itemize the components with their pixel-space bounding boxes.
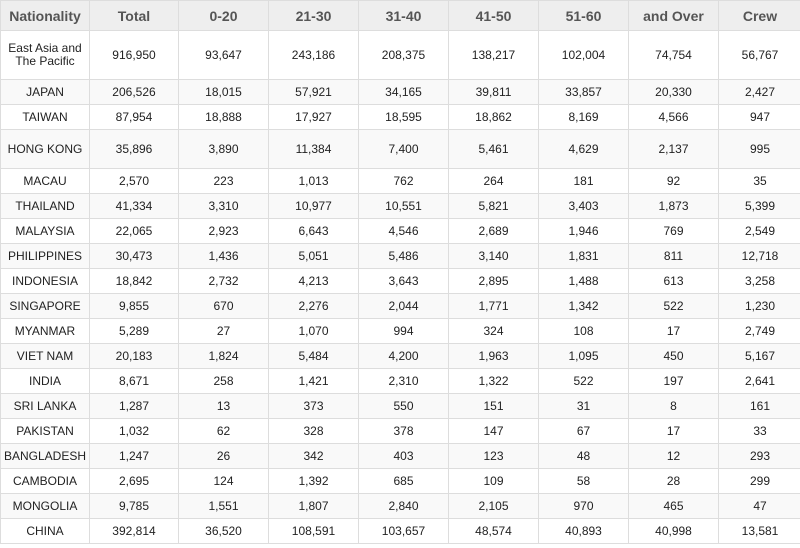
table-row <box>1 130 800 169</box>
value-cell: 4,629 <box>539 130 629 169</box>
value-cell: 2,044 <box>359 294 449 319</box>
value-cell: 109 <box>449 469 539 494</box>
table-row <box>1 494 800 519</box>
value-cell: 12 <box>629 444 719 469</box>
value-cell: 6,643 <box>269 219 359 244</box>
value-cell: 1,392 <box>269 469 359 494</box>
value-cell: 1,946 <box>539 219 629 244</box>
value-cell: 1,032 <box>90 419 179 444</box>
value-cell: 5,051 <box>269 244 359 269</box>
value-cell: 3,643 <box>359 269 449 294</box>
value-cell: 995 <box>719 130 800 169</box>
value-cell: 258 <box>179 369 269 394</box>
table-row <box>1 369 800 394</box>
header-row <box>1 1 800 31</box>
nationality-cell: BANGLADESH <box>1 444 90 469</box>
value-cell: 5,289 <box>90 319 179 344</box>
column-header: 31-40 <box>359 1 449 31</box>
value-cell: 13,581 <box>719 519 800 544</box>
value-cell: 39,811 <box>449 80 539 105</box>
value-cell: 197 <box>629 369 719 394</box>
value-cell: 450 <box>629 344 719 369</box>
value-cell: 1,322 <box>449 369 539 394</box>
nationality-cell: CAMBODIA <box>1 469 90 494</box>
value-cell: 4,546 <box>359 219 449 244</box>
value-cell: 299 <box>719 469 800 494</box>
value-cell: 916,950 <box>90 31 179 80</box>
value-cell: 2,570 <box>90 169 179 194</box>
value-cell: 3,140 <box>449 244 539 269</box>
table-row <box>1 80 800 105</box>
table-row <box>1 444 800 469</box>
table-row <box>1 219 800 244</box>
value-cell: 208,375 <box>359 31 449 80</box>
value-cell: 147 <box>449 419 539 444</box>
nationality-cell: VIET NAM <box>1 344 90 369</box>
value-cell: 8,169 <box>539 105 629 130</box>
value-cell: 1,095 <box>539 344 629 369</box>
value-cell: 3,890 <box>179 130 269 169</box>
table-row <box>1 194 800 219</box>
value-cell: 5,821 <box>449 194 539 219</box>
value-cell: 2,923 <box>179 219 269 244</box>
value-cell: 2,895 <box>449 269 539 294</box>
value-cell: 102,004 <box>539 31 629 80</box>
value-cell: 48,574 <box>449 519 539 544</box>
nationality-cell: CHINA <box>1 519 90 544</box>
nationality-cell: East Asia and The Pacific <box>1 31 90 80</box>
value-cell: 5,461 <box>449 130 539 169</box>
value-cell: 4,200 <box>359 344 449 369</box>
value-cell: 22,065 <box>90 219 179 244</box>
value-cell: 10,551 <box>359 194 449 219</box>
value-cell: 550 <box>359 394 449 419</box>
nationality-cell: INDIA <box>1 369 90 394</box>
table-row <box>1 244 800 269</box>
value-cell: 11,384 <box>269 130 359 169</box>
value-cell: 685 <box>359 469 449 494</box>
value-cell: 4,566 <box>629 105 719 130</box>
value-cell: 1,247 <box>90 444 179 469</box>
value-cell: 62 <box>179 419 269 444</box>
value-cell: 2,641 <box>719 369 800 394</box>
value-cell: 465 <box>629 494 719 519</box>
value-cell: 1,807 <box>269 494 359 519</box>
nationality-cell: JAPAN <box>1 80 90 105</box>
value-cell: 18,862 <box>449 105 539 130</box>
table-row <box>1 394 800 419</box>
value-cell: 33 <box>719 419 800 444</box>
value-cell: 5,399 <box>719 194 800 219</box>
table-header <box>1 1 800 31</box>
nationality-cell: PAKISTAN <box>1 419 90 444</box>
value-cell: 30,473 <box>90 244 179 269</box>
value-cell: 613 <box>629 269 719 294</box>
column-header: 0-20 <box>179 1 269 31</box>
value-cell: 811 <box>629 244 719 269</box>
value-cell: 47 <box>719 494 800 519</box>
value-cell: 3,403 <box>539 194 629 219</box>
value-cell: 7,400 <box>359 130 449 169</box>
value-cell: 17 <box>629 419 719 444</box>
value-cell: 970 <box>539 494 629 519</box>
value-cell: 1,551 <box>179 494 269 519</box>
value-cell: 9,855 <box>90 294 179 319</box>
table-row <box>1 519 800 544</box>
nationality-cell: TAIWAN <box>1 105 90 130</box>
value-cell: 67 <box>539 419 629 444</box>
value-cell: 1,436 <box>179 244 269 269</box>
column-header: 41-50 <box>449 1 539 31</box>
value-cell: 40,998 <box>629 519 719 544</box>
table-row <box>1 469 800 494</box>
value-cell: 92 <box>629 169 719 194</box>
value-cell: 161 <box>719 394 800 419</box>
value-cell: 2,689 <box>449 219 539 244</box>
value-cell: 17,927 <box>269 105 359 130</box>
table-row <box>1 169 800 194</box>
value-cell: 20,330 <box>629 80 719 105</box>
value-cell: 994 <box>359 319 449 344</box>
value-cell: 8 <box>629 394 719 419</box>
value-cell: 5,486 <box>359 244 449 269</box>
value-cell: 1,342 <box>539 294 629 319</box>
value-cell: 5,484 <box>269 344 359 369</box>
value-cell: 103,657 <box>359 519 449 544</box>
value-cell: 27 <box>179 319 269 344</box>
value-cell: 4,213 <box>269 269 359 294</box>
value-cell: 8,671 <box>90 369 179 394</box>
value-cell: 108 <box>539 319 629 344</box>
value-cell: 2,137 <box>629 130 719 169</box>
value-cell: 373 <box>269 394 359 419</box>
value-cell: 35 <box>719 169 800 194</box>
value-cell: 5,167 <box>719 344 800 369</box>
table-row <box>1 419 800 444</box>
value-cell: 20,183 <box>90 344 179 369</box>
value-cell: 13 <box>179 394 269 419</box>
value-cell: 3,310 <box>179 194 269 219</box>
value-cell: 18,595 <box>359 105 449 130</box>
value-cell: 2,840 <box>359 494 449 519</box>
nationality-cell: HONG KONG <box>1 130 90 169</box>
value-cell: 57,921 <box>269 80 359 105</box>
value-cell: 33,857 <box>539 80 629 105</box>
value-cell: 2,749 <box>719 319 800 344</box>
nationality-cell: SRI LANKA <box>1 394 90 419</box>
column-header: 21-30 <box>269 1 359 31</box>
value-cell: 93,647 <box>179 31 269 80</box>
value-cell: 2,427 <box>719 80 800 105</box>
value-cell: 124 <box>179 469 269 494</box>
value-cell: 2,276 <box>269 294 359 319</box>
column-header: Total <box>90 1 179 31</box>
value-cell: 2,310 <box>359 369 449 394</box>
table-row <box>1 319 800 344</box>
value-cell: 40,893 <box>539 519 629 544</box>
value-cell: 2,695 <box>90 469 179 494</box>
table-row <box>1 294 800 319</box>
value-cell: 223 <box>179 169 269 194</box>
value-cell: 123 <box>449 444 539 469</box>
value-cell: 56,767 <box>719 31 800 80</box>
value-cell: 1,230 <box>719 294 800 319</box>
value-cell: 181 <box>539 169 629 194</box>
nationality-cell: MONGOLIA <box>1 494 90 519</box>
value-cell: 34,165 <box>359 80 449 105</box>
value-cell: 947 <box>719 105 800 130</box>
value-cell: 328 <box>269 419 359 444</box>
table-row <box>1 269 800 294</box>
value-cell: 2,549 <box>719 219 800 244</box>
column-header: 51-60 <box>539 1 629 31</box>
value-cell: 342 <box>269 444 359 469</box>
value-cell: 18,015 <box>179 80 269 105</box>
value-cell: 48 <box>539 444 629 469</box>
value-cell: 1,287 <box>90 394 179 419</box>
nationality-cell: SINGAPORE <box>1 294 90 319</box>
value-cell: 36,520 <box>179 519 269 544</box>
value-cell: 324 <box>449 319 539 344</box>
table-row <box>1 105 800 130</box>
value-cell: 12,718 <box>719 244 800 269</box>
value-cell: 26 <box>179 444 269 469</box>
value-cell: 87,954 <box>90 105 179 130</box>
value-cell: 10,977 <box>269 194 359 219</box>
value-cell: 670 <box>179 294 269 319</box>
value-cell: 1,831 <box>539 244 629 269</box>
column-header: and Over <box>629 1 719 31</box>
value-cell: 17 <box>629 319 719 344</box>
value-cell: 769 <box>629 219 719 244</box>
value-cell: 151 <box>449 394 539 419</box>
value-cell: 522 <box>629 294 719 319</box>
nationality-cell: MYANMAR <box>1 319 90 344</box>
value-cell: 1,771 <box>449 294 539 319</box>
value-cell: 31 <box>539 394 629 419</box>
table-row <box>1 344 800 369</box>
value-cell: 206,526 <box>90 80 179 105</box>
table-row <box>1 31 800 80</box>
value-cell: 1,488 <box>539 269 629 294</box>
value-cell: 108,591 <box>269 519 359 544</box>
value-cell: 293 <box>719 444 800 469</box>
value-cell: 1,421 <box>269 369 359 394</box>
value-cell: 74,754 <box>629 31 719 80</box>
value-cell: 1,873 <box>629 194 719 219</box>
value-cell: 58 <box>539 469 629 494</box>
value-cell: 2,732 <box>179 269 269 294</box>
value-cell: 264 <box>449 169 539 194</box>
nationality-cell: INDONESIA <box>1 269 90 294</box>
value-cell: 762 <box>359 169 449 194</box>
nationality-cell: PHILIPPINES <box>1 244 90 269</box>
table-body <box>1 31 800 544</box>
value-cell: 1,824 <box>179 344 269 369</box>
nationality-cell: MACAU <box>1 169 90 194</box>
nationality-cell: MALAYSIA <box>1 219 90 244</box>
value-cell: 41,334 <box>90 194 179 219</box>
value-cell: 378 <box>359 419 449 444</box>
nationality-cell: THAILAND <box>1 194 90 219</box>
value-cell: 243,186 <box>269 31 359 80</box>
value-cell: 9,785 <box>90 494 179 519</box>
column-header: Nationality <box>1 1 90 31</box>
value-cell: 2,105 <box>449 494 539 519</box>
value-cell: 403 <box>359 444 449 469</box>
value-cell: 522 <box>539 369 629 394</box>
value-cell: 392,814 <box>90 519 179 544</box>
value-cell: 1,013 <box>269 169 359 194</box>
value-cell: 18,888 <box>179 105 269 130</box>
value-cell: 138,217 <box>449 31 539 80</box>
value-cell: 3,258 <box>719 269 800 294</box>
column-header: Crew <box>719 1 800 31</box>
value-cell: 1,963 <box>449 344 539 369</box>
value-cell: 1,070 <box>269 319 359 344</box>
value-cell: 28 <box>629 469 719 494</box>
value-cell: 35,896 <box>90 130 179 169</box>
value-cell: 18,842 <box>90 269 179 294</box>
